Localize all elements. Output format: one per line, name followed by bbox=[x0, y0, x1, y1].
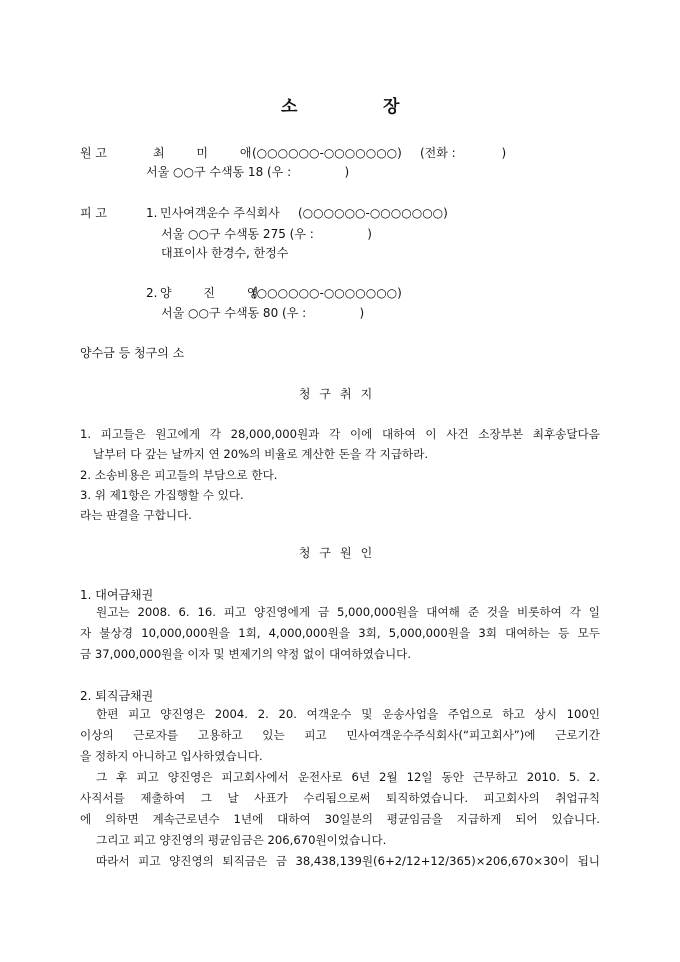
document-title bbox=[0, 96, 680, 120]
section-2-title: 2. 퇴직금채권 bbox=[80, 689, 154, 703]
section-1-line-2: 자 불상경 10,000,000원을 1회, 4,000,000원을 3회, 5,000,000원을 3회 대여하는 등 모두 bbox=[80, 626, 600, 640]
claim-purpose-heading: 청구취지 bbox=[298, 387, 382, 401]
plaintiff-phone: (전화 : ) bbox=[420, 146, 507, 160]
defendant-2-name: 양 진 영 bbox=[160, 286, 273, 300]
section-2-line-2: 이상의 근로자를 고용하고 있는 피고 민사여객운수주식회사(“피고회사”)에 근로기간 bbox=[80, 728, 600, 742]
plaintiff-address: 서울 ○○구 수색동 18 (우 : ) bbox=[146, 165, 350, 179]
plaintiff-id: (○○○○○○-○○○○○○○) bbox=[252, 146, 402, 160]
section-2-line-7: 그리고 피고 양진영의 평균임금은 206,670원이었습니다. bbox=[96, 833, 387, 847]
claim-purpose-line-1: 1. 피고들은 원고에게 각 28,000,000원과 각 이에 대하여 이 사건 소장부본 최후송달다음 bbox=[80, 427, 600, 441]
claim-purpose-line-5: 라는 판결을 구합니다. bbox=[80, 508, 192, 522]
claim-purpose-line-3: 2. 소송비용은 피고들의 부담으로 한다. bbox=[80, 468, 278, 482]
section-1-line-3: 금 37,000,000원을 이자 및 변제기의 약정 없이 대여하였습니다. bbox=[80, 647, 412, 661]
plaintiff-label: 원 고 bbox=[80, 146, 107, 160]
claim-purpose-line-2: 날부터 다 갚는 날까지 연 20%의 비율로 계산한 돈을 각 지급하라. bbox=[93, 447, 429, 461]
claim-purpose-line-4: 3. 위 제1항은 가집행할 수 있다. bbox=[80, 488, 244, 502]
case-name: 양수금 등 청구의 소 bbox=[80, 346, 185, 360]
defendant-1-id: (○○○○○○-○○○○○○○) bbox=[298, 206, 448, 220]
section-2-line-5: 사직서를 제출하여 그 날 사표가 수리됨으로써 퇴직하였습니다. 피고회사의 취업규칙 bbox=[80, 791, 600, 805]
defendant-1-representative: 대표이사 한경수, 한정수 bbox=[161, 246, 289, 260]
section-2-line-8: 따라서 피고 양진영의 퇴직금은 금 38,438,139원(6+2/12+12/365)×206,670×30이 됩니 bbox=[96, 854, 600, 868]
title-char-1: 소 bbox=[281, 97, 298, 117]
defendant-1-number: 1. bbox=[146, 206, 158, 220]
section-2-line-1: 한편 피고 양진영은 2004. 2. 20. 여객운수 및 운송사업을 주업으로 하고 상시 100인 bbox=[96, 707, 600, 721]
defendant-1-address: 서울 ○○구 수색동 275 (우 : ) bbox=[161, 227, 372, 241]
section-2-line-4: 그 후 피고 양진영은 피고회사에서 운전사로 6년 2월 12일 동안 근무하고 2010. 5. 2. bbox=[96, 770, 600, 784]
defendant-2-number: 2. bbox=[146, 286, 158, 300]
section-2-line-3: 을 정하지 아니하고 입사하였습니다. bbox=[80, 749, 263, 763]
title-char-2: 장 bbox=[383, 97, 400, 117]
defendant-1-name: 민사여객운수 주식회사 bbox=[160, 206, 280, 220]
claim-cause-heading: 청구원인 bbox=[298, 546, 382, 560]
defendant-label: 피 고 bbox=[80, 206, 107, 220]
defendant-2-address: 서울 ○○구 수색동 80 (우 : ) bbox=[161, 306, 365, 320]
section-1-title: 1. 대여금채권 bbox=[80, 588, 154, 602]
section-2-line-6: 에 의하면 계속근로년수 1년에 대하여 30일분의 평균임금을 지급하게 되어 있습니다. bbox=[80, 812, 600, 826]
section-1-line-1: 원고는 2008. 6. 16. 피고 양진영에게 금 5,000,000원을 대여해 준 것을 비롯하여 각 일 bbox=[96, 605, 600, 619]
plaintiff-name: 최 미 애 bbox=[153, 146, 266, 160]
defendant-2-id: (○○○○○○-○○○○○○○) bbox=[252, 286, 402, 300]
